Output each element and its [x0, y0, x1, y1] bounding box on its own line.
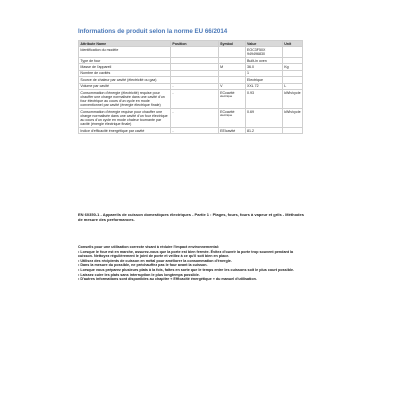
symbol-sub: électrique [220, 112, 233, 117]
environmental-advice [78, 245, 304, 282]
cell-position: - [171, 89, 219, 108]
cell-value: 0.69 [245, 108, 282, 127]
cell-position [171, 47, 219, 58]
cell-symbol [218, 89, 245, 108]
cell-attribute: Identification du modèle [79, 47, 171, 58]
advice-item: • Laissez cuire les plats sans interruption le plus longtemps possible. [78, 272, 200, 277]
table-row [79, 108, 303, 127]
cell-position: - [171, 83, 219, 89]
table-row [79, 89, 303, 108]
table-row [79, 47, 303, 58]
cell-attribute: Source de chaleur par cavité (électricité ou gaz) [79, 77, 171, 83]
cell-value: 1 [245, 70, 282, 76]
header-symbol: Symbol [218, 41, 245, 47]
advice-item: • D'autres informations sont disponibles au chapitre « Efficacité énergétique » du manuel d'utilisation. [78, 277, 257, 282]
cell-attribute: Volume par cavité [79, 83, 171, 89]
cell-unit: kWh/cycle [282, 108, 302, 127]
advice-item: • Lorsque le four est en marche, assurez-vous que la porte est bien fermée. Évitez d'ouvrir la porte trop souvent pendant la cuisson. Nettoyez régulièrement le joint de porte et veillez à ce qu'il soit bien en place. [78, 249, 294, 259]
advice-heading: Conseils pour une utilisation correcte visant à réduire l'impact environnemental: [78, 245, 220, 249]
advice-item: • Lorsque vous préparez plusieurs plats à la fois, faites en sorte que le temps entre les cuissons soit le plus court possible. [78, 267, 295, 272]
cell-position: - [171, 127, 219, 133]
cell-attribute: Nombre de cavités [79, 70, 171, 76]
cell-unit: Kg [282, 64, 302, 70]
cell-symbol: V [218, 83, 245, 89]
cell-symbol: EEIcavité [218, 127, 245, 133]
cell-unit: kWh/cycle [282, 89, 302, 108]
cell-attribute: Consommation d'énergie requise pour chauffer une charge normalisée dans une cavité d'un four électrique au cours d'un cycle en mode chaleur tournante par cavité (énergie électrique finale) [79, 108, 171, 127]
advice-item: • Dans la mesure du possible, ne préchauffez pas le four avant la cuisson. [78, 263, 208, 268]
cell-symbol [218, 47, 245, 58]
cell-attribute: Type de four [79, 57, 171, 63]
advice-item: • Utilisez des récipients de cuisson en métal pour améliorer la consommation d'énergie. [78, 258, 232, 263]
cell-symbol [218, 108, 245, 127]
cell-value: Built-in oven [245, 57, 282, 63]
header-unit: Unit [282, 41, 302, 47]
header-value: Value [245, 41, 282, 47]
norm-reference: EN 60350-1 - Appareils de cuisson domestiques électriques - Partie 1 : Plages, fours, fours à vapeur et grils - Méthodes de mesure des performances. [78, 212, 304, 222]
page-title: Informations de produit selon la norme EU 66/2014 [78, 28, 228, 35]
cell-position: - [171, 108, 219, 127]
cell-value: 0.93 [245, 89, 282, 108]
cell-unit: L [282, 83, 302, 89]
cell-symbol: M [218, 64, 245, 70]
cell-attribute: Indice d'efficacité énergétique par cavité [79, 127, 171, 133]
table-row [79, 127, 303, 133]
cell-attribute: Masse de l'appareil [79, 64, 171, 70]
header-attribute: Attribute Name [79, 41, 171, 47]
symbol-main: ECcavité [220, 90, 235, 95]
symbol-sub: électrique [220, 93, 233, 98]
symbol-main: ECcavité [220, 109, 235, 114]
cell-value: EOC3F50X 949496830 [245, 47, 282, 58]
cell-value: Electrique [245, 77, 282, 83]
cell-attribute: Consommation d'énergie (électricité) requise pour chauffer une charge normalisée dans une cavité d'un four électrique au cours d'un cycle en mode conventionnel par cavité (énergie électrique finale) [79, 89, 171, 108]
cell-value: 81.2 [245, 127, 282, 133]
header-position: Position [171, 41, 219, 47]
cell-unit [282, 47, 302, 58]
cell-value: XXL 72 [245, 83, 282, 89]
cell-value: 36.0 [245, 64, 282, 70]
product-info-table [78, 40, 303, 134]
cell-unit [282, 127, 302, 133]
